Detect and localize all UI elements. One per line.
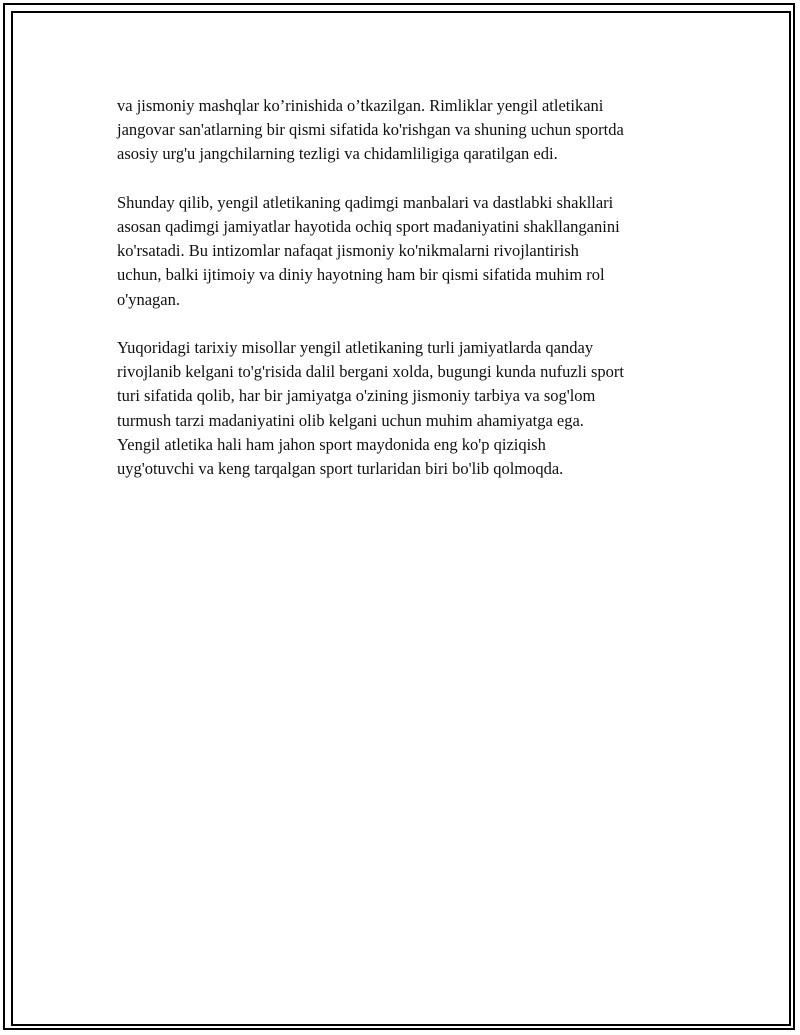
document-body <box>117 94 697 505</box>
text-line: va jismoniy mashqlar ko’rinishida o’tkazilgan. Rimliklar yengil atletikani <box>117 96 604 115</box>
text-line: Yuqoridagi tarixiy misollar yengil atletikaning turli jamiyatlarda qanday <box>117 338 594 357</box>
paragraph-3 <box>117 336 697 481</box>
paragraph-1 <box>117 94 697 167</box>
text-line: turi sifatida qolib, har bir jamiyatga o'zining jismoniy tarbiya va sog'lom <box>117 386 596 406</box>
text-line: Shunday qilib, yengil atletikaning qadimgi manbalari va dastlabki shakllari <box>117 192 614 212</box>
text-line: jangovar san'atlarning bir qismi sifatida ko'rishgan va shuning uchun sportda <box>117 120 624 140</box>
text-line: asosiy urg'u jangchilarning tezligi va chidamliligiga qaratilgan edi. <box>117 144 558 164</box>
paragraph-2 <box>117 191 697 312</box>
text-line: uyg'otuvchi va keng tarqalgan sport turlaridan biri bo'lib qolmoqda. <box>117 459 564 479</box>
text-line: asosan qadimgi jamiyatlar hayotida ochiq sport madaniyatini shakllanganini <box>117 217 620 236</box>
text-line: o'ynagan. <box>117 289 180 309</box>
text-line: rivojlanib kelgani to'g'risida dalil bergani xolda, bugungi kunda nufuzli sport <box>117 362 624 382</box>
text-line: ko'rsatadi. Bu intizomlar nafaqat jismoniy ko'nikmalarni rivojlantirish <box>117 241 579 261</box>
text-line: uchun, balki ijtimoiy va diniy hayotning ham bir qismi sifatida muhim rol <box>117 265 605 285</box>
text-line: turmush tarzi madaniyatini olib kelgani uchun muhim ahamiyatga ega. <box>117 410 584 430</box>
text-line: Yengil atletika hali ham jahon sport maydonida eng ko'p qiziqish <box>117 434 546 454</box>
